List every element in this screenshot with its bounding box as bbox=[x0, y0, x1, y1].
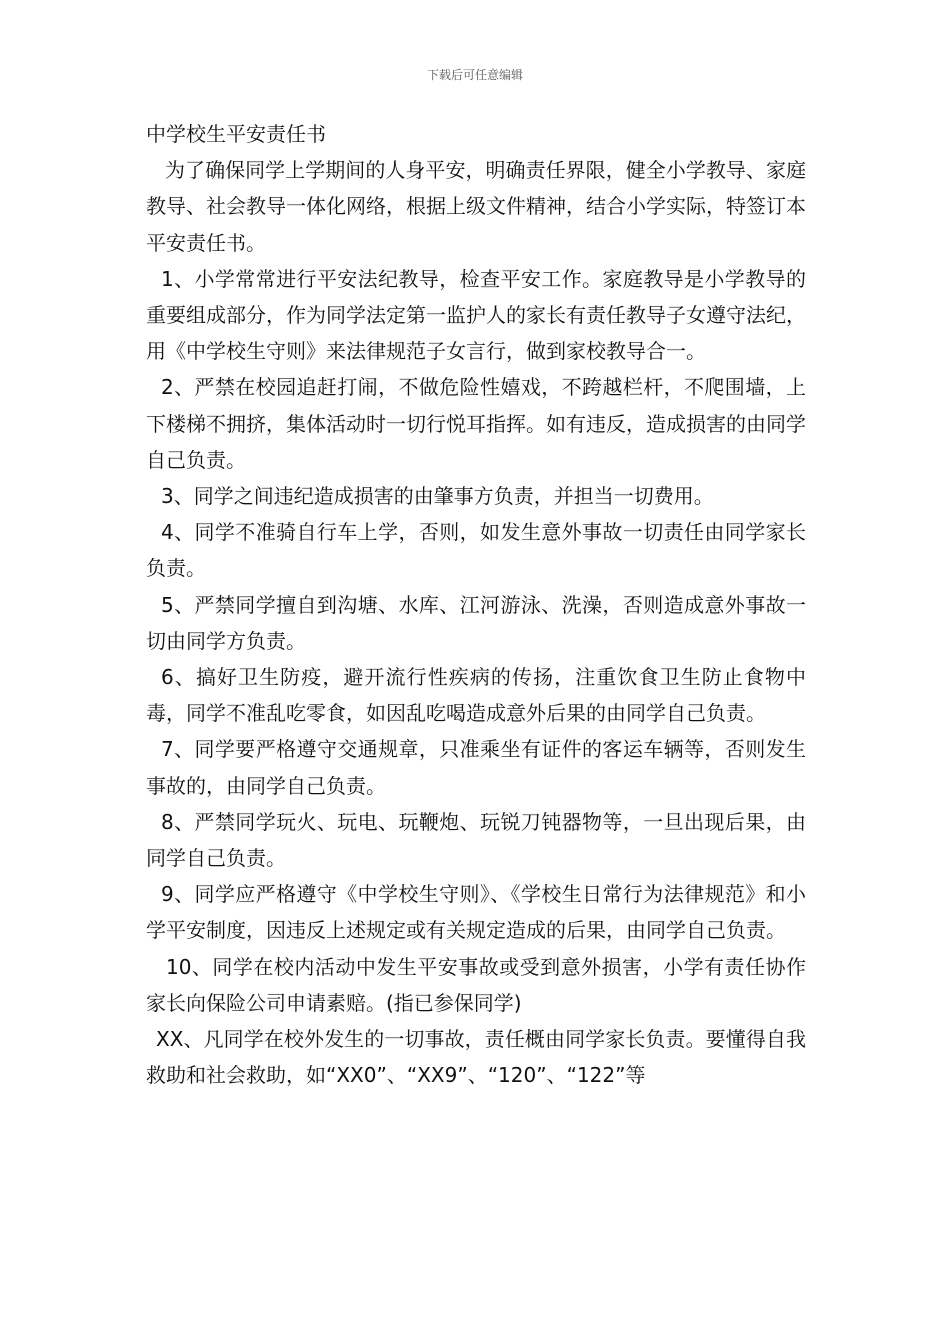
item-paragraph: 4、同学不准骑自行车上学，否则，如发生意外事故一切责任由同学家长负责。 bbox=[146, 520, 806, 581]
document-body bbox=[146, 116, 806, 1093]
item-paragraph: 7、同学要严格遵守交通规章，只准乘坐有证件的客运车辆等，否则发生事故的，由同学自己负责。 bbox=[146, 737, 806, 798]
item-paragraph: XX、凡同学在校外发生的一切事故，责任概由同学家长负责。要懂得自我救助和社会救助，如“XX0”、“XX9”、“120”、“122”等 bbox=[146, 1027, 806, 1088]
item-paragraph: 5、严禁同学擅自到沟塘、水库、江河游泳、洗澡，否则造成意外事故一切由同学方负责。 bbox=[146, 592, 806, 653]
item-paragraph: 8、严禁同学玩火、玩电、玩鞭炮、玩锐刀钝器物等，一旦出现后果，由同学自己负责。 bbox=[146, 809, 806, 871]
document-title: 中学校生平安责任书 bbox=[146, 122, 326, 146]
intro-paragraph: 为了确保同学上学期间的人身平安，明确责任界限，健全小学教导、家庭教导、社会教导一体化网络，根据上级文件精神，结合小学实际，特签订本平安责任书。 bbox=[146, 158, 806, 255]
item-paragraph: 3、同学之间违纪造成损害的由肇事方负责，并担当一切费用。 bbox=[161, 484, 714, 509]
item-paragraph: 1、小学常常进行平安法纪教导，检查平安工作。家庭教导是小学教导的重要组成部分，作为同学法定第一监护人的家长有责任教导子女遵守法纪，用《中学校生守则》来法律规范子女言行，做到家校教导合一。 bbox=[146, 266, 806, 364]
item-paragraph: 10、同学在校内活动中发生平安事故或受到意外损害，小学有责任协作家长向保险公司申请素赔。(指已参保同学) bbox=[146, 954, 806, 1015]
header-note: 下载后可任意编辑 bbox=[426, 68, 523, 82]
item-paragraph: 2、严禁在校园追赶打闹，不做危险性嬉戏，不跨越栏杆，不爬围墙，上下楼梯不拥挤，集体活动时一切行悦耳指挥。如有违反，造成损害的由同学自己负责。 bbox=[146, 375, 806, 472]
item-paragraph: 6、搞好卫生防疫，避开流行性疾病的传扬，注重饮食卫生防止食物中毒，同学不准乱吃零食，如因乱吃喝造成意外后果的由同学自己负责。 bbox=[146, 665, 806, 726]
item-paragraph: 9、同学应严格遵守《中学校生守则》、《学校生日常行为法律规范》和小学平安制度，因违反上述规定或有关规定造成的后果，由同学自己负责。 bbox=[146, 882, 806, 943]
